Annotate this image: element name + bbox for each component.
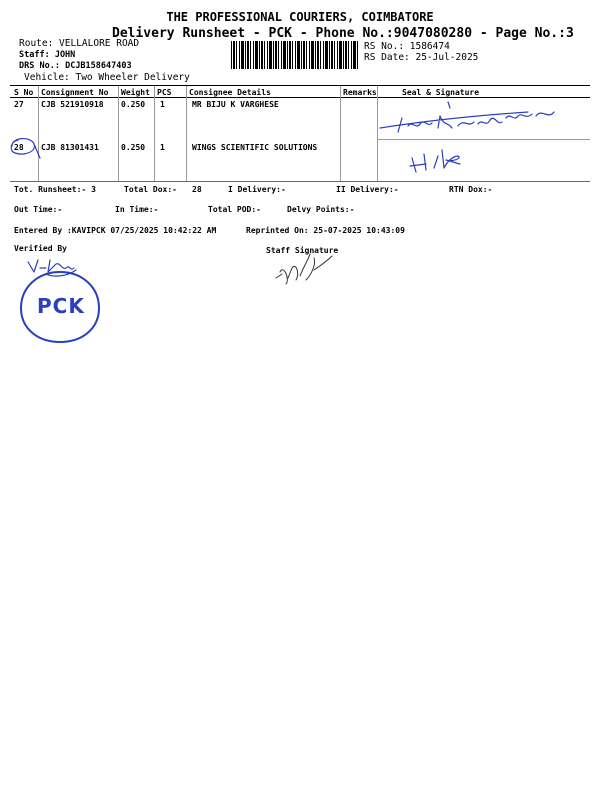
- sig-row-divider: [377, 139, 590, 140]
- rs-date: RS Date: 25-Jul-2025: [364, 52, 479, 63]
- row-sno: 28: [14, 143, 24, 152]
- col-header-weight: Weight: [121, 88, 150, 97]
- company-title: THE PROFESSIONAL COURIERS, COIMBATORE: [166, 10, 434, 24]
- delvy-points: Delvy Points:-: [287, 205, 355, 214]
- entered-by: Entered By :KAVIPCK 07/25/2025 10:42:22 AM: [14, 226, 217, 235]
- drs-number: [19, 61, 132, 71]
- runsheet-title: Delivery Runsheet - PCK - Phone No.:9047080280 - Page No.:3: [112, 26, 574, 41]
- staff-signature-label: Staff Signature: [266, 246, 339, 255]
- drs-value: DCJB158647403: [65, 61, 132, 71]
- col-header-sno: S No: [14, 88, 34, 97]
- col-divider: [118, 86, 119, 181]
- col-header-signature: Seal & Signature: [402, 88, 480, 97]
- col-divider: [340, 86, 341, 181]
- barcode: [231, 41, 359, 69]
- staff-signature: [270, 250, 336, 288]
- stamp-text: PCK: [37, 294, 85, 318]
- total-dox-value: 28: [192, 185, 202, 194]
- row-weight: 0.250: [121, 100, 146, 109]
- table-bottom-rule: [10, 181, 590, 182]
- vehicle-label: Vehicle: Two Wheeler Delivery: [24, 72, 190, 83]
- staff-label: Staff: JOHN: [19, 50, 76, 60]
- out-time: Out Time:-: [14, 205, 63, 214]
- handwritten-circle-mark: [6, 134, 42, 160]
- signature-row-28: [408, 144, 468, 176]
- col-header-consignment: Consignment No: [41, 88, 109, 97]
- signature-row-27: [378, 98, 588, 138]
- in-time: In Time:-: [115, 205, 159, 214]
- col-header-pcs: PCS: [157, 88, 172, 97]
- verified-by-label: Verified By: [14, 244, 67, 253]
- total-pod: Total POD:-: [208, 205, 261, 214]
- row-sno: 27: [14, 100, 24, 109]
- rs-number: RS No.: 1586474: [364, 41, 450, 52]
- rtn-dox: RTN Dox:-: [449, 185, 493, 194]
- col-divider: [154, 86, 155, 181]
- col-header-consignee: Consignee Details: [189, 88, 271, 97]
- row-consignee: WINGS SCIENTIFIC SOLUTIONS: [192, 143, 318, 152]
- ii-delivery: II Delivery:-: [336, 185, 399, 194]
- route-label: Route: VELLALORE ROAD: [19, 38, 140, 49]
- tot-runsheet: Tot. Runsheet:- 3: [14, 185, 96, 194]
- drs-label: DRS No.:: [19, 61, 60, 71]
- table-top-rule: [10, 85, 590, 86]
- i-delivery: I Delivery:-: [228, 185, 286, 194]
- row-consignee: MR BIJU K VARGHESE: [192, 100, 279, 109]
- reprinted-on: Reprinted On: 25-07-2025 10:43:09: [246, 226, 405, 235]
- col-divider: [186, 86, 187, 181]
- total-dox-label: Total Dox:-: [124, 185, 177, 194]
- row-pcs: 1: [160, 100, 165, 109]
- row-weight: 0.250: [121, 143, 146, 152]
- row-consignment: CJB 81301431: [41, 143, 99, 152]
- row-consignment: CJB 521910918: [41, 100, 104, 109]
- row-pcs: 1: [160, 143, 165, 152]
- col-header-remarks: Remarks: [343, 88, 377, 97]
